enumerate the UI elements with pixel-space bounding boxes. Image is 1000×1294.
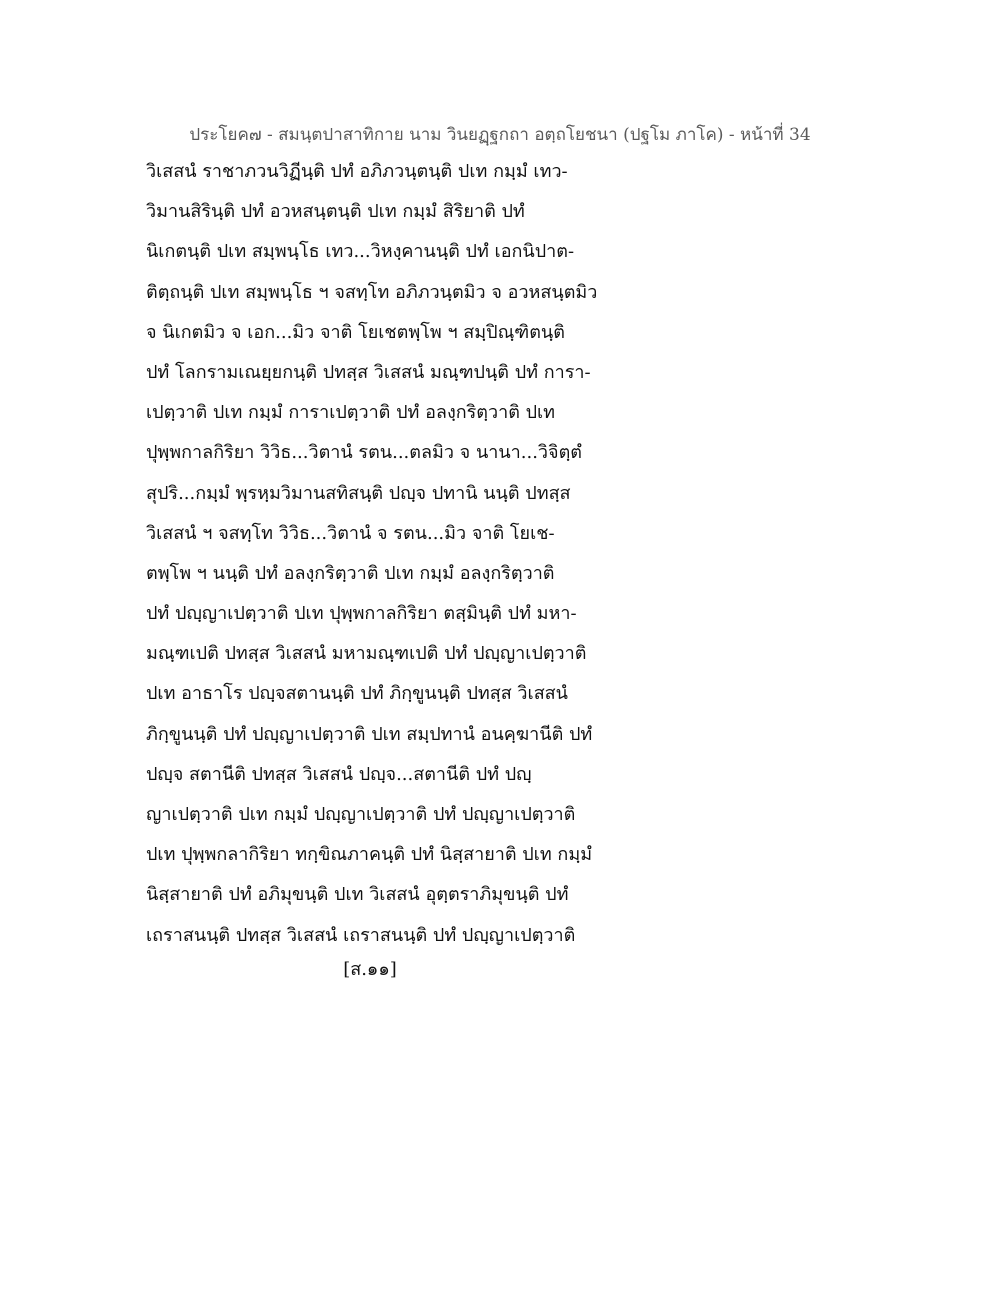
text-line: นิเกตนฺติ ปเท สมฺพนฺโธ เทว...วิหงฺคานนฺติ ปทํ เอกนิปาต- — [146, 241, 575, 263]
text-line: ภิกฺขูนนฺติ ปทํ ปญฺญาเปตฺวาติ ปเท สมฺปทานํ อนคฺฆานีติ ปทํ — [146, 723, 593, 745]
text-line: วิมานสิรินฺติ ปทํ อวหสนฺตนฺติ ปเท กมฺมํ สิริยาติ ปทํ — [146, 201, 525, 223]
text-line: ติตฺถนฺติ ปเท สมฺพนฺโธ ฯ จสทฺโท อภิภวนฺตมิว จ อวหสนฺตมิว — [146, 281, 598, 303]
body-text — [146, 152, 666, 956]
text-line: ปเท ปุพฺพกลากิริยา ทกฺขิณภาคนฺติ ปทํ นิสฺสายาติ ปเท กมฺมํ — [146, 844, 593, 866]
text-line: ตพฺโพ ฯ นนฺติ ปทํ อลงฺกริตฺวาติ ปเท กมฺมํ อลงฺกริตฺวาติ — [146, 562, 555, 584]
text-line: ปทํ โลกรามเณยฺยกนฺติ ปทสฺส วิเสสนํ มณฺฑปนฺติ ปทํ การา- — [146, 361, 591, 383]
text-line: ญาเปตฺวาติ ปเท กมฺมํ ปญฺญาเปตฺวาติ ปทํ ปญฺญาเปตฺวาติ — [146, 804, 576, 825]
page-header: ประโยค๗ - สมนฺตปาสาทิกาย นาม วินยฏฺฐกถา อตฺถโยชนา (ปฐโม ภาโค) - หน้าที่ 34 — [189, 125, 811, 145]
text-line: นิสฺสายาติ ปทํ อภิมุขนฺติ ปเท วิเสสนํ อุตฺตราภิมุขนฺติ ปทํ — [146, 884, 569, 906]
text-line: มณฺฑเปติ ปทสฺส วิเสสนํ มหามณฺฑเปติ ปทํ ปญฺญาเปตฺวาติ — [146, 643, 587, 665]
text-line: ปญฺจ สตานีติ ปทสฺส วิเสสนํ ปญฺจ...สตานีติ ปทํ ปญฺ — [146, 763, 532, 785]
text-line: จ นิเกตมิว จ เอก...มิว จาติ โยเชตพฺโพ ฯ สมฺปิณฺฑิตนฺติ — [146, 321, 565, 343]
text-line: เปตฺวาติ ปเท กมฺมํ การาเปตฺวาติ ปทํ อลงฺกริตฺวาติ ปเท — [146, 402, 556, 424]
text-line: ปเท อาธาโร ปญฺจสตานนฺติ ปทํ ภิกฺขูนนฺติ ปทสฺส วิเสสนํ — [146, 683, 568, 705]
text-line: ปุพฺพกาลกิริยา วิวิธ...วิตานํ รตน...ตลมิว จ นานา...วิจิตฺตํ — [146, 442, 582, 464]
text-line: วิเสสนํ ราชาภวนวิฏีนฺติ ปทํ อภิภวนฺตนฺติ ปเท กมฺมํ เทว- — [146, 161, 568, 182]
text-line: ปทํ ปญฺญาเปตฺวาติ ปเท ปุพฺพกาลกิริยา ตสฺมินฺติ ปทํ มหา- — [146, 603, 577, 625]
text-line: สุปริ...กมฺมํ พฺรหฺมวิมานสทิสนฺติ ปญฺจ ปทานิ นนฺติ ปทสฺส — [146, 482, 571, 504]
text-line: วิเสสนํ ฯ จสทฺโท วิวิธ...วิตานํ จ รตน...มิว จาติ โยเช- — [146, 522, 555, 544]
page-signature: [ส.๑๑] — [343, 959, 397, 980]
text-line: เถราสนนฺติ ปทสฺส วิเสสนํ เถราสนนฺติ ปทํ ปญฺญาเปตฺวาติ — [146, 924, 576, 946]
